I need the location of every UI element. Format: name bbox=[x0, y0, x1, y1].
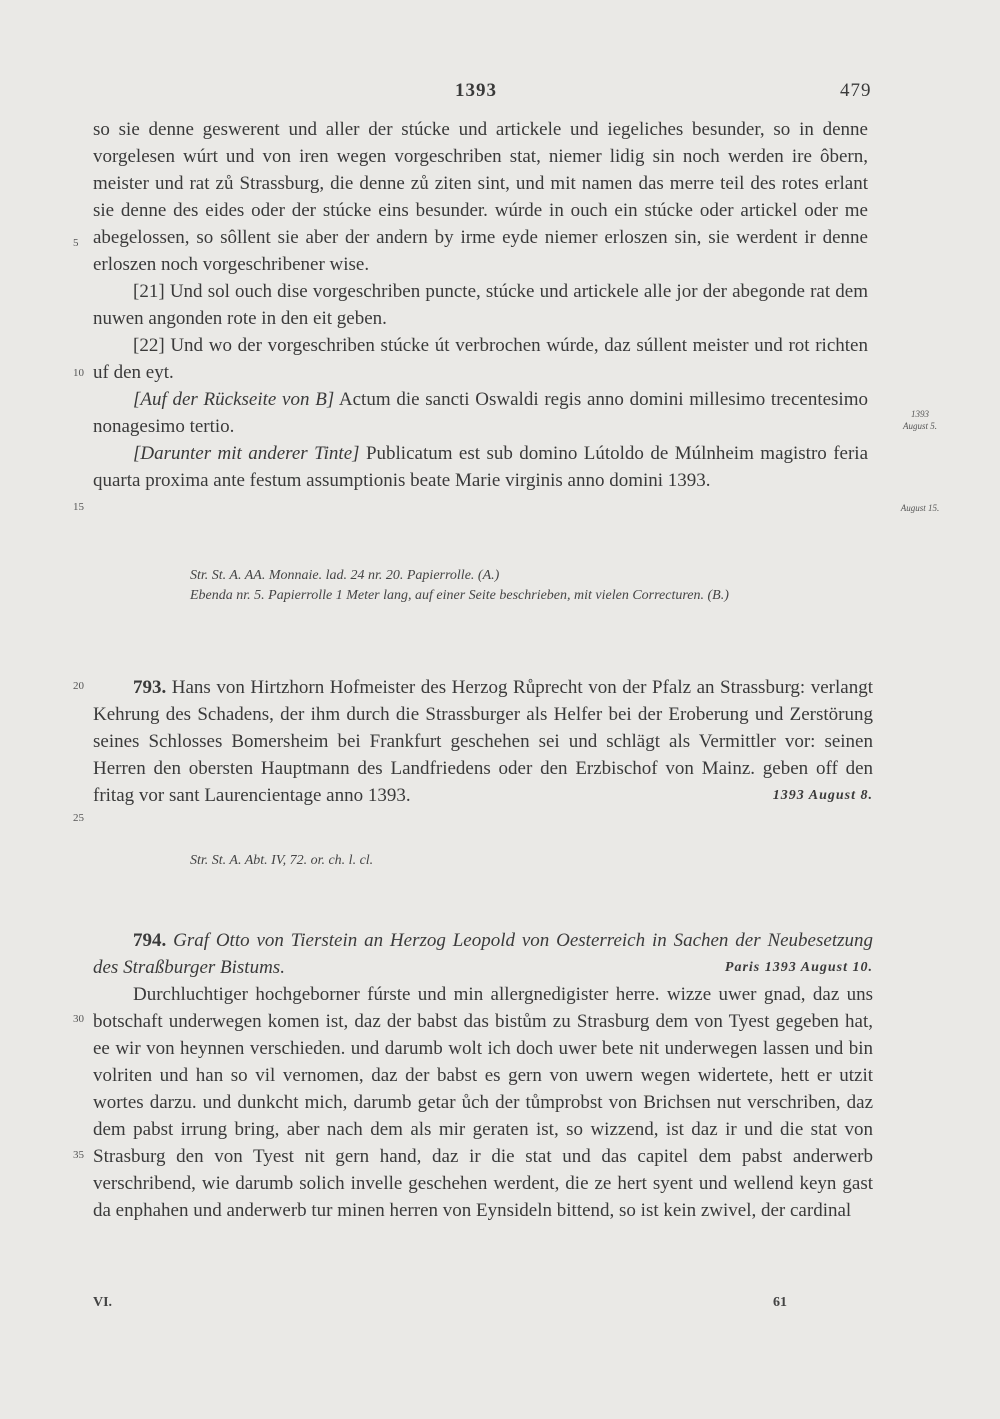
paragraph: [Darunter mit anderer Tinte] Publicatum est sub domino Lútoldo de Múlnheim magistro feria quarta proxima ante festum assumptionis beate Marie virginis anno domini 1393. bbox=[93, 443, 869, 491]
page-number: 479 bbox=[840, 80, 872, 101]
line-number: 15 bbox=[73, 501, 84, 513]
paragraph: [Auf der Rückseite von B] Actum die sancti Oswaldi regis anno domini millesimo trecentesimo nonagesimo tertio. bbox=[93, 389, 868, 437]
document-number: 794. bbox=[133, 930, 167, 951]
paragraph: so sie denne geswerent und aller der stúcke und artickele und iegeliches besunder, so in denne vorgelesen wúrt und von iren wegen vorgeschriben stat, niemer lidig sin noch werden ire ôbern, meister und rat zů Strassburg, die denne zů ziten sint, und mit namen das merre teil des rotes erlant sie denne des eides oder der stúcke eins besunder. wúrde in ouch ein stúcke oder artickel oder me abegelossen, so sôllent sie aber der andern by irme eyde niemer erloszen sin, sie werdent ir denne erloszen noch vorgeschribener wise. bbox=[93, 119, 868, 275]
margin-note-day: August 5. bbox=[902, 421, 937, 431]
line-number: 25 bbox=[73, 812, 84, 824]
line-number: 30 bbox=[73, 1013, 84, 1025]
document-number: 793. bbox=[133, 677, 167, 698]
source-citation: Str. St. A. AA. Monnaie. lad. 24 nr. 20. Papierrolle. (A.) Ebenda nr. 5. Papierrolle 1 Meter lang, auf einer Seite beschrieben, mit vielen Correcturen. (B.) bbox=[190, 568, 729, 603]
document-body: Durchluchtiger hochgeborner fúrste und min allergnedigister herre. wizze uwer gnad, daz uns botschaft underwegen komen ist, daz der babst das bistům zu Strasburg dem von Tyest gegeben hat, ee wir von heynnen verschieden. und darumb wolt ich doch uwer bete nit underwegen lassen und bin volriten und han so vil vernomen, daz der babst es gern von uwern wegen widertete, hett er utzit wortes darzu. und dunkcht mich, darumb getar ůch der tůmprobst von Brichsen nut verschriben, daz dem pabst irrung bring, aber nach dem als mir geraten ist, so wizzend, ist daz ir und die stat von Strasburg den von Tyest nit gern hand, daz ir die stat und das capitel dem pabst anderwerb verschribend, wie darumb solich invelle geschehen werdent, die ze hert syent und wellend keyn gast da enphahen und anderwerb tur minen herren von Eynsideln bittend, so ist kein zwivel, der cardinal bbox=[93, 984, 873, 1221]
footer-signature: VI. bbox=[93, 1295, 113, 1310]
line-number: 5 bbox=[73, 237, 79, 249]
margin-note-year: 1393 bbox=[911, 409, 929, 419]
margin-note-date bbox=[880, 408, 960, 432]
document-regest: Hans von Hirtzhorn Hofmeister des Herzog Růprecht von der Pfalz an Strassburg: verlangt Kehrung des Schadens, der ihm durch die Strassburger als Helfer bei der Eroberung und Zerstörung seines Schlosses Bomersheim bei Frankfurt geschehen sei und schlägt als Vermittler vor: seinen Herren den obersten Hauptmann des Landfriedens oder den Erzbischof von Mainz. geben off den fritag vor sant Laurencientage anno 1393. bbox=[93, 677, 873, 806]
running-header-year: 1393 bbox=[455, 80, 497, 101]
document-date: 1393 August 8. bbox=[772, 788, 873, 803]
document-793 bbox=[93, 674, 873, 809]
editorial-note: [Darunter mit anderer Tinte] bbox=[133, 443, 360, 464]
paragraph: [22] Und wo der vorgeschriben stúcke út verbrochen wúrde, daz súllent meister und rot richten uf den eyt. bbox=[93, 335, 868, 383]
editorial-note: [Auf der Rückseite von B] bbox=[133, 389, 335, 410]
document-794 bbox=[93, 927, 873, 1224]
margin-note-date: August 15. bbox=[900, 503, 940, 513]
source-citation: Str. St. A. Abt. IV, 72. or. ch. l. cl. bbox=[190, 853, 374, 868]
line-number: 20 bbox=[73, 680, 84, 692]
line-number: 35 bbox=[73, 1149, 84, 1161]
line-number: 10 bbox=[73, 367, 84, 379]
document-date: Paris 1393 August 10. bbox=[724, 960, 873, 975]
text-block-792-end bbox=[93, 116, 868, 494]
paragraph: [21] Und sol ouch dise vorgeschriben puncte, stúcke und artickele alle jor der abegonde rat dem nuwen angonden rote in den eit geben. bbox=[93, 281, 868, 329]
footer-sheet-number: 61 bbox=[773, 1295, 787, 1310]
document-title: Graf Otto von Tierstein an Herzog Leopold von Oesterreich in Sachen der Neubesetzung des Straßburger Bistums. bbox=[93, 930, 873, 978]
